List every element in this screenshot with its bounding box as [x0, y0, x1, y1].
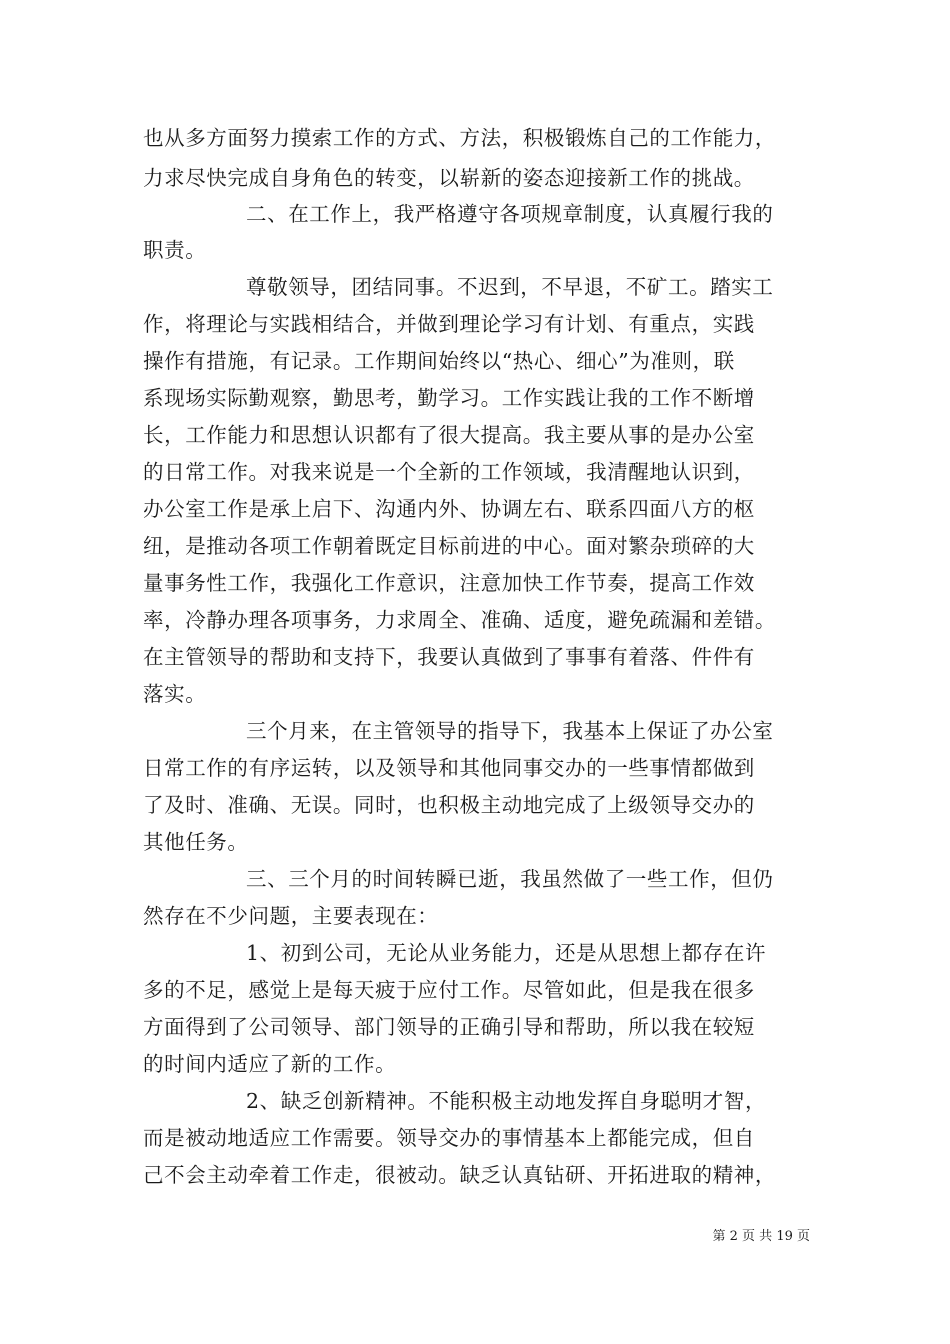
text-line: 的日常工作。对我来说是一个全新的工作领域，我清醒地认识到， [143, 460, 755, 484]
text-line: 力求尽快完成自身角色的转变，以崭新的姿态迎接新工作的挑战。 [143, 166, 755, 190]
text-line: 然存在不少问题，主要表现在： [143, 904, 439, 928]
text-line: 系现场实际勤观察，勤思考，勤学习。工作实践让我的工作不断增 [143, 386, 755, 410]
text-line: 尊敬领导，团结同事。不迟到，不早退，不矿工。踏实工 [246, 275, 774, 299]
text-line: 而是被动地适应工作需要。领导交办的事情基本上都能完成，但自 [143, 1126, 755, 1150]
text-line: 三个月来，在主管领导的指导下，我基本上保证了办公室 [246, 719, 774, 743]
text-line: 操作有措施，有记录。工作期间始终以“热心、细心”为准则，联 [143, 349, 735, 373]
text-line: 也从多方面努力摸索工作的方式、方法，积极锻炼自己的工作能力， [143, 126, 776, 150]
text-line: 三、三个月的时间转瞬已逝，我虽然做了一些工作，但仍 [246, 867, 774, 891]
text-line: 的时间内适应了新的工作。 [143, 1052, 397, 1076]
text-line: 纽，是推动各项工作朝着既定目标前进的中心。面对繁杂琐碎的大 [143, 534, 755, 558]
text-line: 1、初到公司，无论从业务能力，还是从思想上都存在许 [246, 941, 767, 965]
text-line: 长，工作能力和思想认识都有了很大提高。我主要从事的是办公室 [143, 423, 755, 447]
text-line: 落实。 [143, 682, 207, 706]
text-line: 职责。 [143, 238, 207, 262]
text-line: 量事务性工作，我强化工作意识，注意加快工作节奏，提高工作效 [143, 571, 755, 595]
text-line: 作，将理论与实践相结合，并做到理论学习有计划、有重点，实践 [143, 312, 755, 336]
text-line: 2、缺乏创新精神。不能积极主动地发挥自身聪明才智， [246, 1089, 767, 1113]
text-line: 多的不足，感觉上是每天疲于应付工作。尽管如此，但是我在很多 [143, 978, 755, 1002]
text-line: 办公室工作是承上启下、沟通内外、协调左右、联系四面八方的枢 [143, 497, 755, 521]
text-line: 在主管领导的帮助和支持下，我要认真做到了事事有着落、件件有 [143, 645, 755, 669]
text-line: 己不会主动牵着工作走，很被动。缺乏认真钻研、开拓进取的精神， [143, 1163, 776, 1187]
page-number: 第 2 页 共 19 页 [712, 1229, 810, 1244]
text-line: 其他任务。 [143, 830, 249, 854]
text-line: 了及时、准确、无误。同时，也积极主动地完成了上级领导交办的 [143, 793, 755, 817]
text-line: 方面得到了公司领导、部门领导的正确引导和帮助，所以我在较短 [143, 1015, 755, 1039]
text-line: 二、在工作上，我严格遵守各项规章制度，认真履行我的 [246, 202, 774, 226]
text-line: 率，冷静办理各项事务，力求周全、准确、适度，避免疏漏和差错。 [143, 608, 776, 632]
text-line: 日常工作的有序运转，以及领导和其他同事交办的一些事情都做到 [143, 756, 755, 780]
